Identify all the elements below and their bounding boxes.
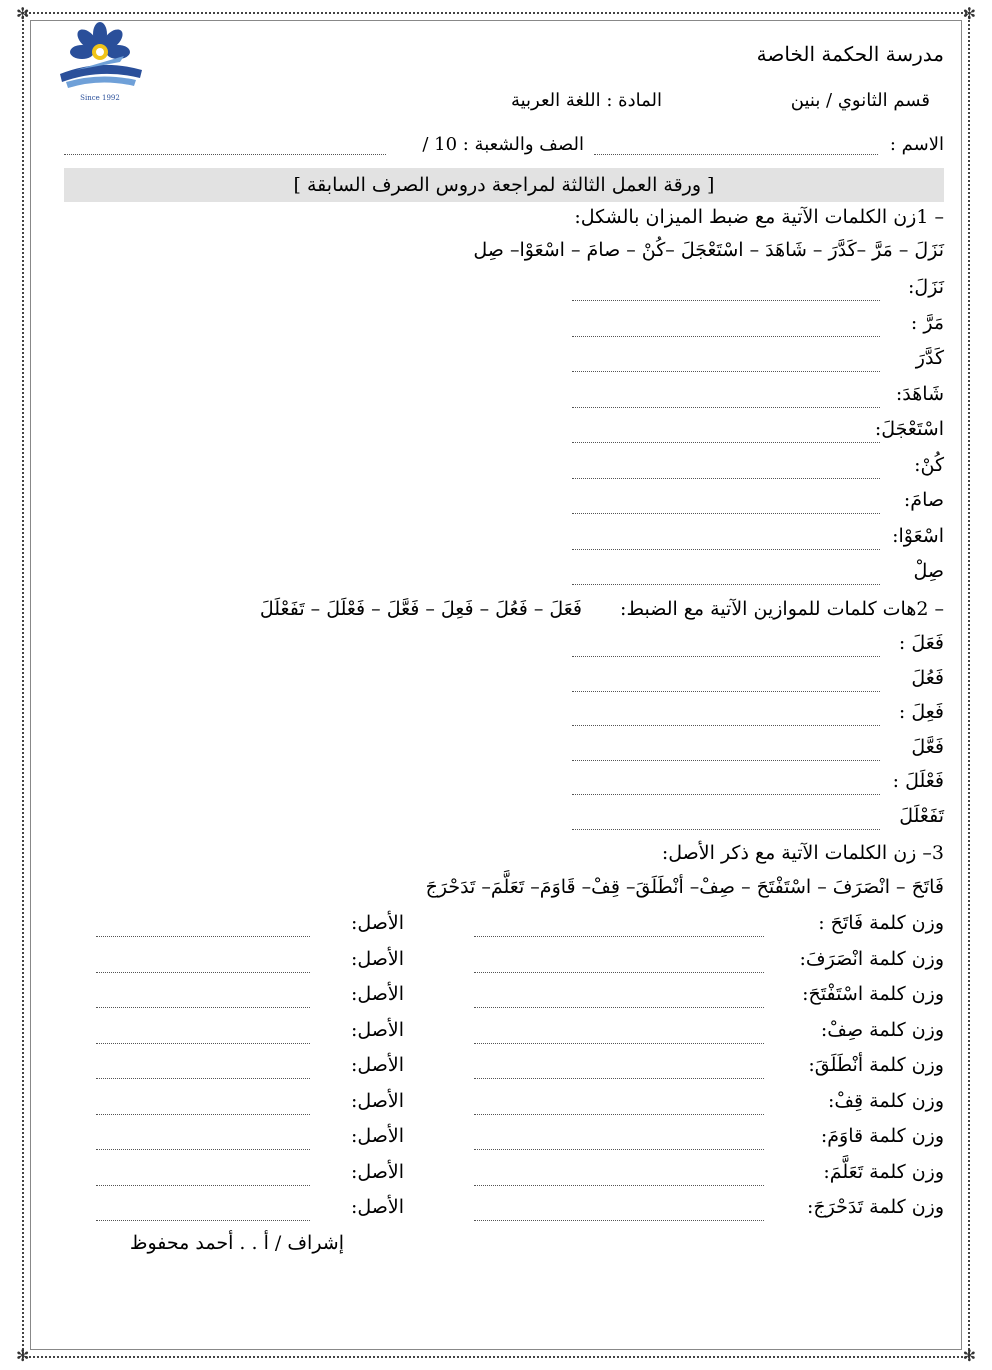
q2-answer-field[interactable]	[572, 746, 880, 761]
q2-item-label: تَفَعْلَلَ	[899, 804, 944, 827]
subject: المادة : اللغة العربية	[510, 90, 662, 111]
q3-origin-label: الأصل:	[350, 1196, 404, 1218]
q3-origin-field[interactable]	[96, 1100, 310, 1115]
corner-ornament-icon: ✻	[16, 1346, 30, 1365]
q1-answer-field[interactable]	[572, 499, 880, 514]
q3-origin-label: الأصل:	[350, 1054, 404, 1076]
q3-origin-label: الأصل:	[350, 983, 404, 1005]
q3-origin-field[interactable]	[96, 1029, 310, 1044]
q2-answer-field[interactable]	[572, 780, 880, 795]
q2-item-label: فَعُلَ	[911, 666, 944, 689]
q2-item-label: فَعِلَ :	[898, 701, 944, 723]
q1-answer-field[interactable]	[572, 286, 880, 301]
q3-weight-field[interactable]	[474, 1064, 764, 1079]
q2-answer-field[interactable]	[572, 711, 880, 726]
q3-origin-label: الأصل:	[350, 1125, 404, 1147]
q3-item-label: وزن كلمة صِفْ:	[820, 1018, 944, 1041]
q3-origin-label: الأصل:	[350, 912, 404, 934]
q3-weight-field[interactable]	[474, 1029, 764, 1044]
q3-item-label: وزن كلمة تَعَلَّمَ:	[823, 1160, 944, 1183]
q2-item-label: فَعَّلَ	[911, 735, 944, 758]
q3-origin-label: الأصل:	[350, 1018, 404, 1041]
department: قسم الثانوي / بنين	[790, 90, 930, 111]
name-field[interactable]	[594, 140, 878, 155]
q2-item-label: فَعَلَ :	[898, 632, 944, 654]
q1-item-label: صامَ:	[903, 489, 944, 511]
q2-answer-field[interactable]	[572, 677, 880, 692]
q3-item-label: وزن كلمة أنْطَلَقَ:	[808, 1054, 944, 1076]
q1-item-label: شَاهَدَ:	[895, 382, 944, 405]
q3-origin-field[interactable]	[96, 958, 310, 973]
q3-item-label: وزن كلمة تَدَحْرَجَ:	[806, 1196, 944, 1218]
q1-item-label: كَدَّرَ	[915, 347, 944, 369]
q3-weight-field[interactable]	[474, 993, 764, 1008]
q3-origin-label: الأصل:	[350, 1089, 404, 1112]
q2-pattern-list: فَعَلَ – فَعُلَ – فَعِلَ – فَعَّلَ – فَعْلَلَ – تَفَعْلَلَ	[259, 598, 582, 620]
q2-title: – 2هات كلمات للموازين الآتية مع الضبط:	[620, 598, 944, 620]
q3-word-list: فَاتَحَ – انْصَرَفَ – اسْتَفْتَحَ – صِفْ– أنْطَلَقَ– قِفْ– قَاوَمَ– تَعَلَّمَ– تَدَحْرَجَ	[425, 876, 944, 898]
q3-item-label: وزن كلمة قِفْ:	[827, 1089, 944, 1112]
q3-item-label: وزن كلمة انْصَرَفَ:	[799, 947, 944, 970]
q3-origin-label: الأصل:	[350, 1160, 404, 1183]
logo-caption: Since 1992	[80, 94, 120, 102]
q1-title: – 1زن الكلمات الآتية مع ضبط الميزان بالشكل:	[574, 206, 944, 228]
q3-weight-field[interactable]	[474, 1135, 764, 1150]
q3-weight-field[interactable]	[474, 922, 764, 937]
q1-answer-field[interactable]	[572, 464, 880, 479]
corner-ornament-icon: ✻	[962, 1346, 976, 1365]
q3-item-label: وزن كلمة فَاتَحَ :	[818, 912, 944, 934]
class-label: الصف والشعبة : 10 /	[422, 134, 584, 155]
q1-item-label: اسْعَوْا:	[892, 524, 944, 547]
corner-ornament-icon: ✻	[962, 4, 976, 23]
name-label: الاسم :	[889, 134, 944, 155]
q3-weight-field[interactable]	[474, 1171, 764, 1186]
q1-answer-field[interactable]	[572, 570, 880, 585]
class-field[interactable]	[64, 140, 386, 155]
q1-answer-field[interactable]	[572, 322, 880, 337]
q3-origin-field[interactable]	[96, 1171, 310, 1186]
q1-answer-field[interactable]	[572, 393, 880, 408]
q1-answer-field[interactable]	[572, 535, 880, 550]
q3-item-label: وزن كلمة قاوَمَ:	[820, 1125, 944, 1147]
q1-answer-field[interactable]	[572, 357, 880, 372]
q3-item-label: وزن كلمة اسْتَفْتَحَ:	[802, 983, 944, 1005]
worksheet	[60, 36, 944, 1336]
q2-answer-field[interactable]	[572, 815, 880, 830]
q1-item-label: مَرَّ :	[910, 311, 944, 334]
q3-origin-field[interactable]	[96, 922, 310, 937]
q2-answer-field[interactable]	[572, 642, 880, 657]
q1-item-label: نَزَلَ:	[908, 276, 944, 298]
q3-weight-field[interactable]	[474, 1100, 764, 1115]
q1-item-label: كُنْ:	[914, 453, 944, 476]
q3-origin-field[interactable]	[96, 1064, 310, 1079]
school-name: مدرسة الحكمة الخاصة	[756, 42, 944, 66]
corner-ornament-icon: ✻	[16, 4, 30, 23]
q1-answer-field[interactable]	[572, 428, 880, 443]
q3-origin-label: الأصل:	[350, 947, 404, 970]
q3-origin-field[interactable]	[96, 993, 310, 1008]
q3-origin-field[interactable]	[96, 1135, 310, 1150]
q3-weight-field[interactable]	[474, 1206, 764, 1221]
q2-item-label: فَعْلَلَ :	[892, 770, 944, 792]
q3-weight-field[interactable]	[474, 958, 764, 973]
q1-item-label: اسْتَعْجَلَ:	[874, 418, 944, 440]
worksheet-title: [ ورقة العمل الثالثة لمراجعة دروس الصرف السابقة ]	[64, 168, 944, 202]
q1-item-label: صِلْ	[913, 560, 944, 582]
q3-title: 3– زن الكلمات الآتية مع ذكر الأصل:	[661, 842, 944, 864]
q1-word-list: نَزَلَ – مَرَّ –كَدَّرَ – شَاهَدَ – اسْتَعْجَلَ –كُنْ – صامَ – اسْعَوْا– صِل	[473, 239, 944, 261]
supervision: إشراف / أ . . أحمد محفوظ	[129, 1232, 344, 1254]
q3-origin-field[interactable]	[96, 1206, 310, 1221]
